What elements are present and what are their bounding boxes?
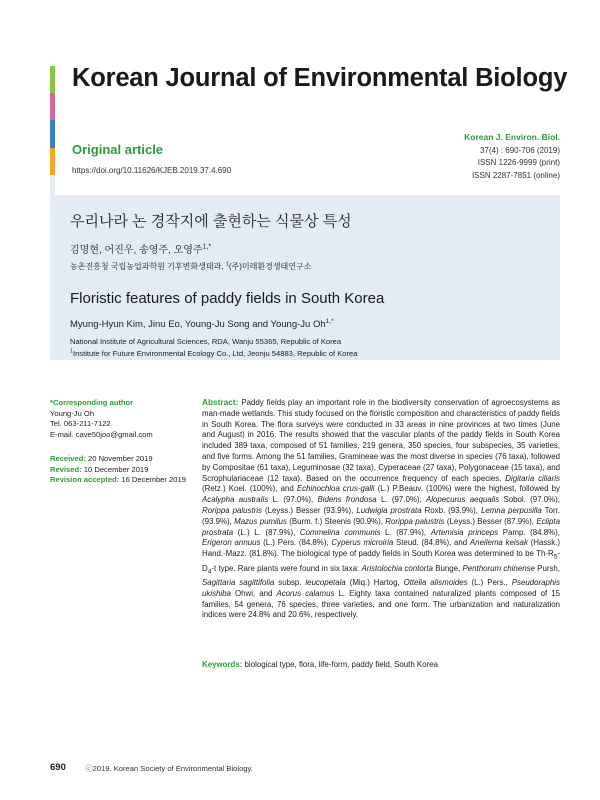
article-type: Original article (72, 142, 164, 157)
accepted-date: Revision accepted: 16 December 2019 (50, 475, 186, 484)
copyright: ⓒ2019. Korean Society of Environmental Biology. (85, 764, 253, 773)
journal-title: Korean Journal of Environmental Biology (72, 64, 568, 92)
korean-affiliation: 농촌진흥청 국립농업과학원 기후변화생태과, $^1$(주)미래환경생태연구소 (70, 261, 312, 271)
color-bar-segment-blue (50, 120, 55, 147)
journal-volume: 37(4) : 690-706 (2019) (479, 145, 560, 155)
page-number: 690 (50, 762, 66, 773)
received-date: Received: 20 November 2019 (50, 454, 153, 463)
sidebar-info (50, 398, 190, 486)
corresponding-author-label: *Corresponding author (50, 398, 134, 407)
english-authors-sup: 1,* (325, 317, 334, 325)
english-authors: Myung-Hyun Kim, Jinu Eo, Young-Ju Song and Young-Ju $Oh^{1,*}$ (70, 317, 334, 330)
korean-title: 우리나라 논 경작지에 출현하는 식물상 특성 (70, 213, 352, 230)
color-bar-segment-pink (50, 93, 55, 120)
affiliation-1: National Institute of Agricultural Sciences, RDA, Wanju 55365, Republic of Korea (70, 337, 342, 346)
color-bar-segment-orange (50, 148, 55, 175)
journal-color-bar (50, 66, 55, 202)
doi-link[interactable]: https://doi.org/10.11626/KJEB.2019.37.4.690 (72, 166, 232, 175)
journal-info (464, 131, 560, 182)
issn-online: ISSN 2287-7851 (online) (471, 170, 560, 180)
color-bar-segment-green (50, 66, 55, 93)
corresponding-author-name: Young-Ju Oh (50, 408, 95, 418)
abstract-label: Abstract: (202, 397, 239, 407)
revised-date: Revised: 10 December 2019 (50, 464, 149, 474)
abstract: Abstract: Paddy fields play an important role in the biodiversity conservation of agroecosystems as man-made wetlands. This study focused on the floristic composition and characteristics of paddy fields in South Korea. The flora surveys were conducted in 33 areas in nine provinces at two times (June and August) in 2016. The results showed that the vascular plants of the paddy fields in South Korea included 389 taxa, composed of 51 families, 219 genera, 350 species, four subspecies, 35 varieties, and five forms. Among the 51 families, Gramineae was the most diverse in species (76 taxa), followed by Compositae (61 taxa), Leguminosae (32 taxa), Cyperaceae (27 taxa), Polygonaceae (15 taxa), and Scrophulariaceae (12 taxa). Based on the occurrence frequency of each species, Digitaria ciliaris (Retz.) Koel. (100%), and Echinochloa crus-galli (L.) P.Beauv. (100%) were the highest, followed by Acalypha australis L. (97.0%), Bidens frondosa L. (97.0%), Alopecurus aequalis Sobol. (97.0%), Rorippa palustris (Leyss.) Besser (93.9%), Ludwigia prostrata Roxb. (93.9%), Lemna perpusilla Torr. (93.9%), Mazus pumilus (Burm. f.) Steenis (90.9%), Rorippa palustris (Leyss.) Besser (87.9%), Eclipta prostrata (L.) L. (87.9%), Commelina communis L. (87.9%), Artemisia princeps Pamp. (84.8%), Erigeron annuus (L.) Pers. (84.8%), Cyperus microiria Steud. (84.8%), and Aneilema keisak (Hassk.) Hand.-Mazz. (81.8%). The biological type of paddy fields in South Korea was determined to be $Th-R_5-D_4-t$ type. Rare plants were found in six taxa: Aristolochia contorta Bunge, Penthorum chinense Pursh, Sagittaria sagittifolia subsp. leucopetala (Miq.) Hartog, Ottelia alismoides (L.) Pers., Pseudoraphis ukishiba Ohwi, and Acorus calamus L. Eighty taxa contained naturalized plants composed of 15 families, 54 genera, 76 species, three varieties, and one form. The urbanization and naturalization indices were 24.8% and 20.6%, respectively. (202, 397, 561, 620)
english-title: Floristic features of paddy fields in South Korea (70, 290, 385, 307)
korean-authors-sup: 1,* (202, 243, 212, 251)
journal-abbreviation: Korean J. Environ. Biol. (464, 132, 560, 142)
keywords (202, 660, 560, 669)
keywords-text: biological type, flora, life-form, paddy field, South Korea (244, 660, 438, 669)
korean-authors: 김명현, 어진우, 송영주, 오영주$^{1,*}$ (70, 243, 212, 256)
corresponding-author-tel: Tel. 063-211-7122 (50, 419, 111, 428)
issn-print: ISSN 1226-9999 (print) (477, 158, 560, 167)
affiliation-2: $^1$Institute for Future Environmental Ecology Co., Ltd, Jeonju 54883, Republic of Korea (70, 348, 358, 358)
corresponding-author-email[interactable]: E-mail. cave50joo@gmail.com (50, 429, 153, 439)
keywords-label: Keywords: (202, 660, 243, 669)
